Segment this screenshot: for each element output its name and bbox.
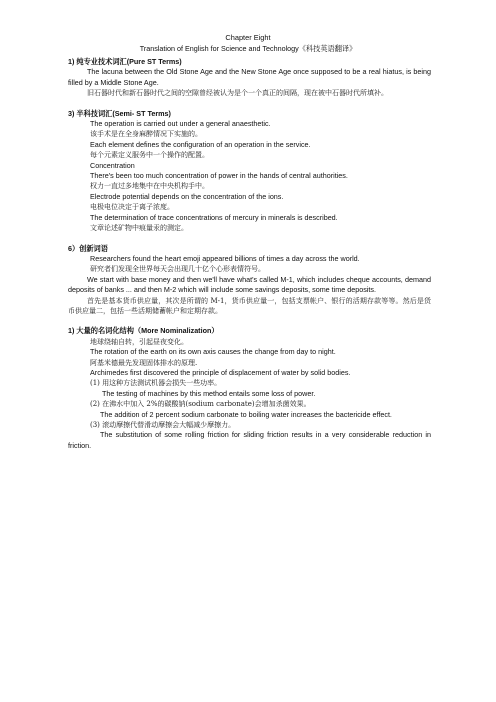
numbered-item-en: The substitution of some rolling friction for sliding friction results in a very considerable reduction in friction.: [68, 430, 431, 450]
chapter-subtitle: Translation of English for Science and Technology《科技英语翻译》: [139, 44, 357, 53]
example-line: Archimedes first discovered the principle of displacement of water by solid bodies.: [90, 367, 351, 377]
heading-semi-st-terms: 3) 半科技词汇(Semi- ST Terms): [68, 108, 171, 118]
example-line: The determination of trace concentrations of mercury in minerals is described.: [90, 212, 338, 222]
example-line: 地球绕轴自转，引起昼夜变化。: [90, 337, 188, 346]
example-line: 文章论述矿物中痕量汞的测定。: [90, 224, 188, 233]
numbered-item-cn: (2) 在沸水中加入 2%的碳酸钠(sodium carbonate)会增加杀菌效果。: [90, 400, 311, 409]
example-paragraph-cn: 首先是基本货币供应量，其次是所谓的 M-1，货币供应量一，包括支票帐户、银行的活期存款等等。然后是货币供应量二，包括一些活期储蓄帐户和定期存款。: [68, 296, 431, 315]
heading-pure-st-terms: 1) 纯专业技术词汇(Pure ST Terms): [68, 57, 182, 66]
heading-new-words: 6）创新词语: [68, 243, 108, 253]
example-line: 阿基米德最先发现固体排水的原理.: [90, 358, 198, 367]
example-line: 权力一直过多地集中在中央机构手中。: [90, 182, 209, 191]
numbered-item-cn: (3) 滚动摩擦代替滑动摩擦会大幅减少摩擦力。: [90, 421, 236, 429]
example-line: Each element defines the configuration of an operation in the service.: [90, 139, 311, 149]
example-line: 每个元素定义服务中一个操作的配置。: [90, 151, 209, 160]
term-label: Concentration: [90, 160, 135, 170]
example-line: 该手术是在全身麻醉情况下实施的。: [90, 130, 202, 139]
example-line: 电极电位决定于离子浓度。: [90, 203, 174, 212]
example-line: 研究者们发现全世界每天会出现几十亿个心形表情符号。: [90, 265, 265, 274]
example-line: The rotation of the earth on its own axis causes the change from day to night.: [90, 347, 336, 357]
example-line: Researchers found the heart emoji appeared billions of times a day across the world.: [90, 253, 360, 263]
numbered-item-en: The addition of 2 percent sodium carbonate to boiling water increases the bactericide effect.: [100, 409, 392, 419]
example-line: The operation is carried out under a general anaesthetic.: [90, 119, 271, 129]
document-body: [68, 57, 431, 451]
numbered-item-cn: (1) 用这种方法测试机器会损失一些功率。: [90, 379, 222, 388]
example-en: The lacuna between the Old Stone Age and the New Stone Age once supposed to be a real hiatus, is being filled by a Middle Stone Age.: [68, 67, 431, 87]
chapter-title: Chapter Eight: [225, 33, 271, 42]
example-paragraph-en: We start with base money and then we'll have what's called M-1, which includes cheque accounts, demand deposits of banks ... and then M-2 which will include some savings deposits, some time deposits.: [68, 274, 431, 295]
example-cn: 旧石器时代和新石器时代之间的空隙曾经被认为是个一个真正的间隔，现在被中石器时代所填补。: [87, 89, 388, 98]
numbered-item-en: The testing of machines by this method entails some loss of power.: [102, 388, 316, 398]
example-line: Electrode potential depends on the concentration of the ions.: [90, 191, 284, 201]
heading-nominalization: 1) 大量的名词化结构（More Nominalization）: [68, 326, 219, 336]
example-line: There's been too much concentration of power in the hands of central authorities.: [90, 171, 348, 181]
